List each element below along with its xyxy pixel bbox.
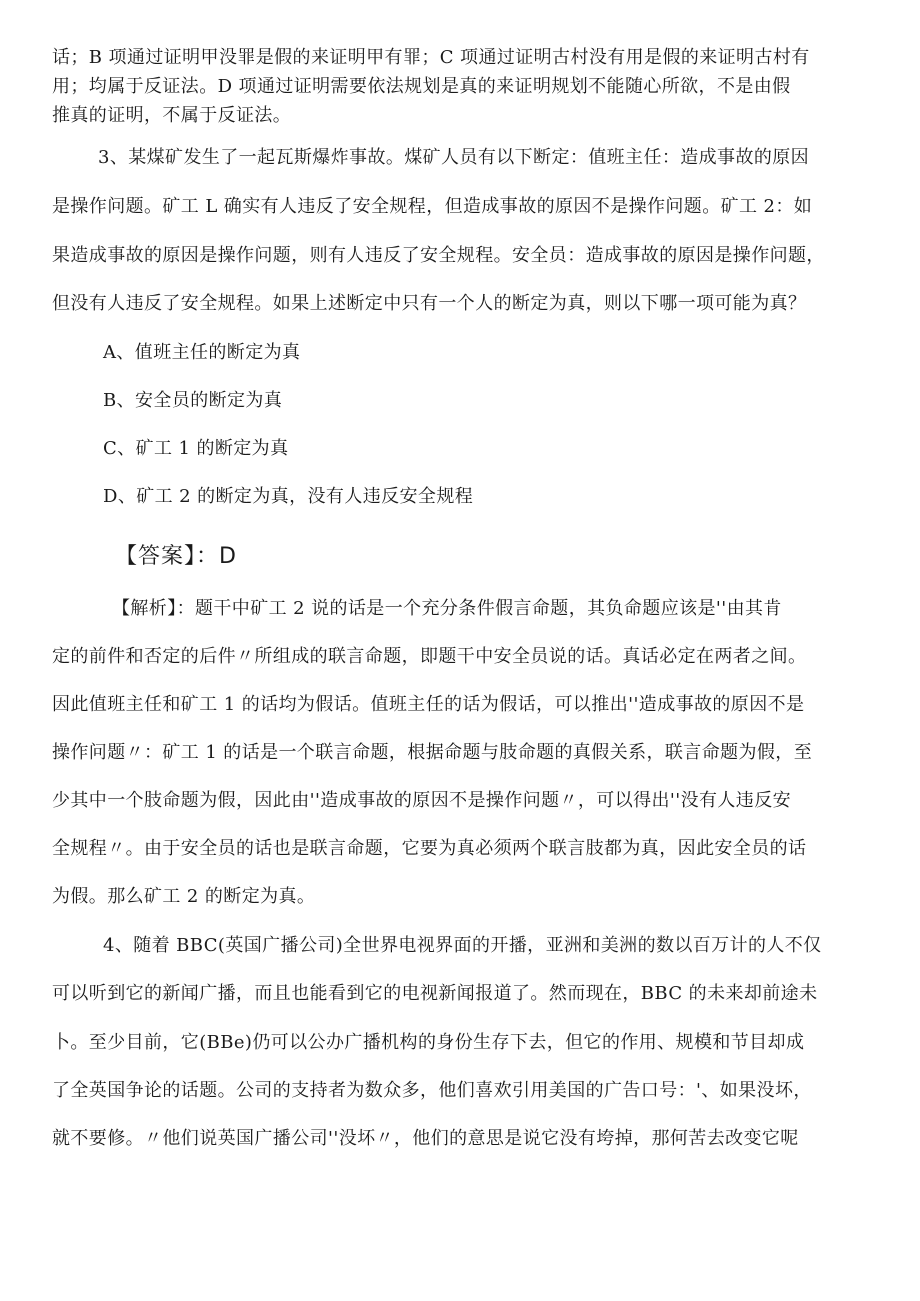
question3-stem-line-3: 果造成事故的原因是操作问题，则有人违反了安全规程。安全员：造成事故的原因是操作问题，: [52, 245, 825, 266]
analysis-line-3: 因此值班主任和矿工 1 的话均为假话。值班主任的话为假话，可以推出''造成事故的原因不是: [52, 694, 805, 715]
option-d: D、矿工 2 的断定为真，没有人违反安全规程: [103, 486, 474, 507]
analysis-line-6: 全规程〃。由于安全员的话也是联言命题，它要为真必须两个联言肢都为真，因此安全员的话: [52, 838, 807, 859]
answer-label: 【答案】：D: [115, 544, 237, 569]
analysis-line-5: 少其中一个肢命题为假，因此由''造成事故的原因不是操作问题〃，可以得出''没有人违反安: [52, 790, 791, 811]
question3-stem-line-2: 是操作问题。矿工 L 确实有人违反了安全规程，但造成事故的原因不是操作问题。矿工 2：如: [52, 196, 813, 217]
analysis-line-1: 【解析】：题干中矿工 2 说的话是一个充分条件假言命题，其负命题应该是''由其肯: [112, 598, 782, 619]
question3-stem-line-1: 3、某煤矿发生了一起瓦斯爆炸事故。煤矿人员有以下断定：值班主任：造成事故的原因: [98, 147, 810, 168]
question4-stem-line-5: 就不要修。〃他们说英国广播公司''没坏〃，他们的意思是说它没有垮掉，那何苦去改变它呢: [52, 1128, 799, 1149]
question4-stem-line-1: 4、随着 BBC(英国广播公司)全世界电视界面的开播，亚洲和美洲的数以百万计的人不仅: [103, 935, 822, 956]
prev-analysis-line-2: 用；均属于反证法。D 项通过证明需要依法规划是真的来证明规划不能随心所欲，不是由假: [52, 76, 791, 97]
analysis-line-4: 操作问题〃：矿工 1 的话是一个联言命题，根据命题与肢命题的真假关系，联言命题为假，至: [52, 742, 813, 763]
analysis-line-2: 定的前件和否定的后件〃所组成的联言命题，即题干中安全员说的话。真话必定在两者之间。: [52, 646, 807, 667]
question4-stem-line-3: 卜。至少目前，它(BBe)仍可以公办广播机构的身份生存下去，但它的作用、规模和节目却成: [52, 1032, 805, 1053]
question3-stem-line-4: 但没有人违反了安全规程。如果上述断定中只有一个人的断定为真，则以下哪一项可能为真？: [52, 293, 807, 314]
option-c: C、矿工 1 的断定为真: [103, 438, 289, 459]
prev-analysis-line-3: 推真的证明，不属于反证法。: [52, 105, 292, 126]
option-b: B、安全员的断定为真: [103, 390, 283, 411]
question4-stem-line-2: 可以听到它的新闻广播，而且也能看到它的电视新闻报道了。然而现在，BBC 的未来却前途未: [52, 983, 818, 1004]
prev-analysis-line-1: 话；B 项通过证明甲没罪是假的来证明甲有罪；C 项通过证明古村没有用是假的来证明古村有: [52, 47, 810, 68]
analysis-line-7: 为假。那么矿工 2 的断定为真。: [52, 886, 316, 907]
question4-stem-line-4: 了全英国争论的话题。公司的支持者为数众多，他们喜欢引用美国的广告口号：'、如果没坏，: [52, 1080, 812, 1101]
option-a: A、值班主任的断定为真: [103, 342, 301, 363]
